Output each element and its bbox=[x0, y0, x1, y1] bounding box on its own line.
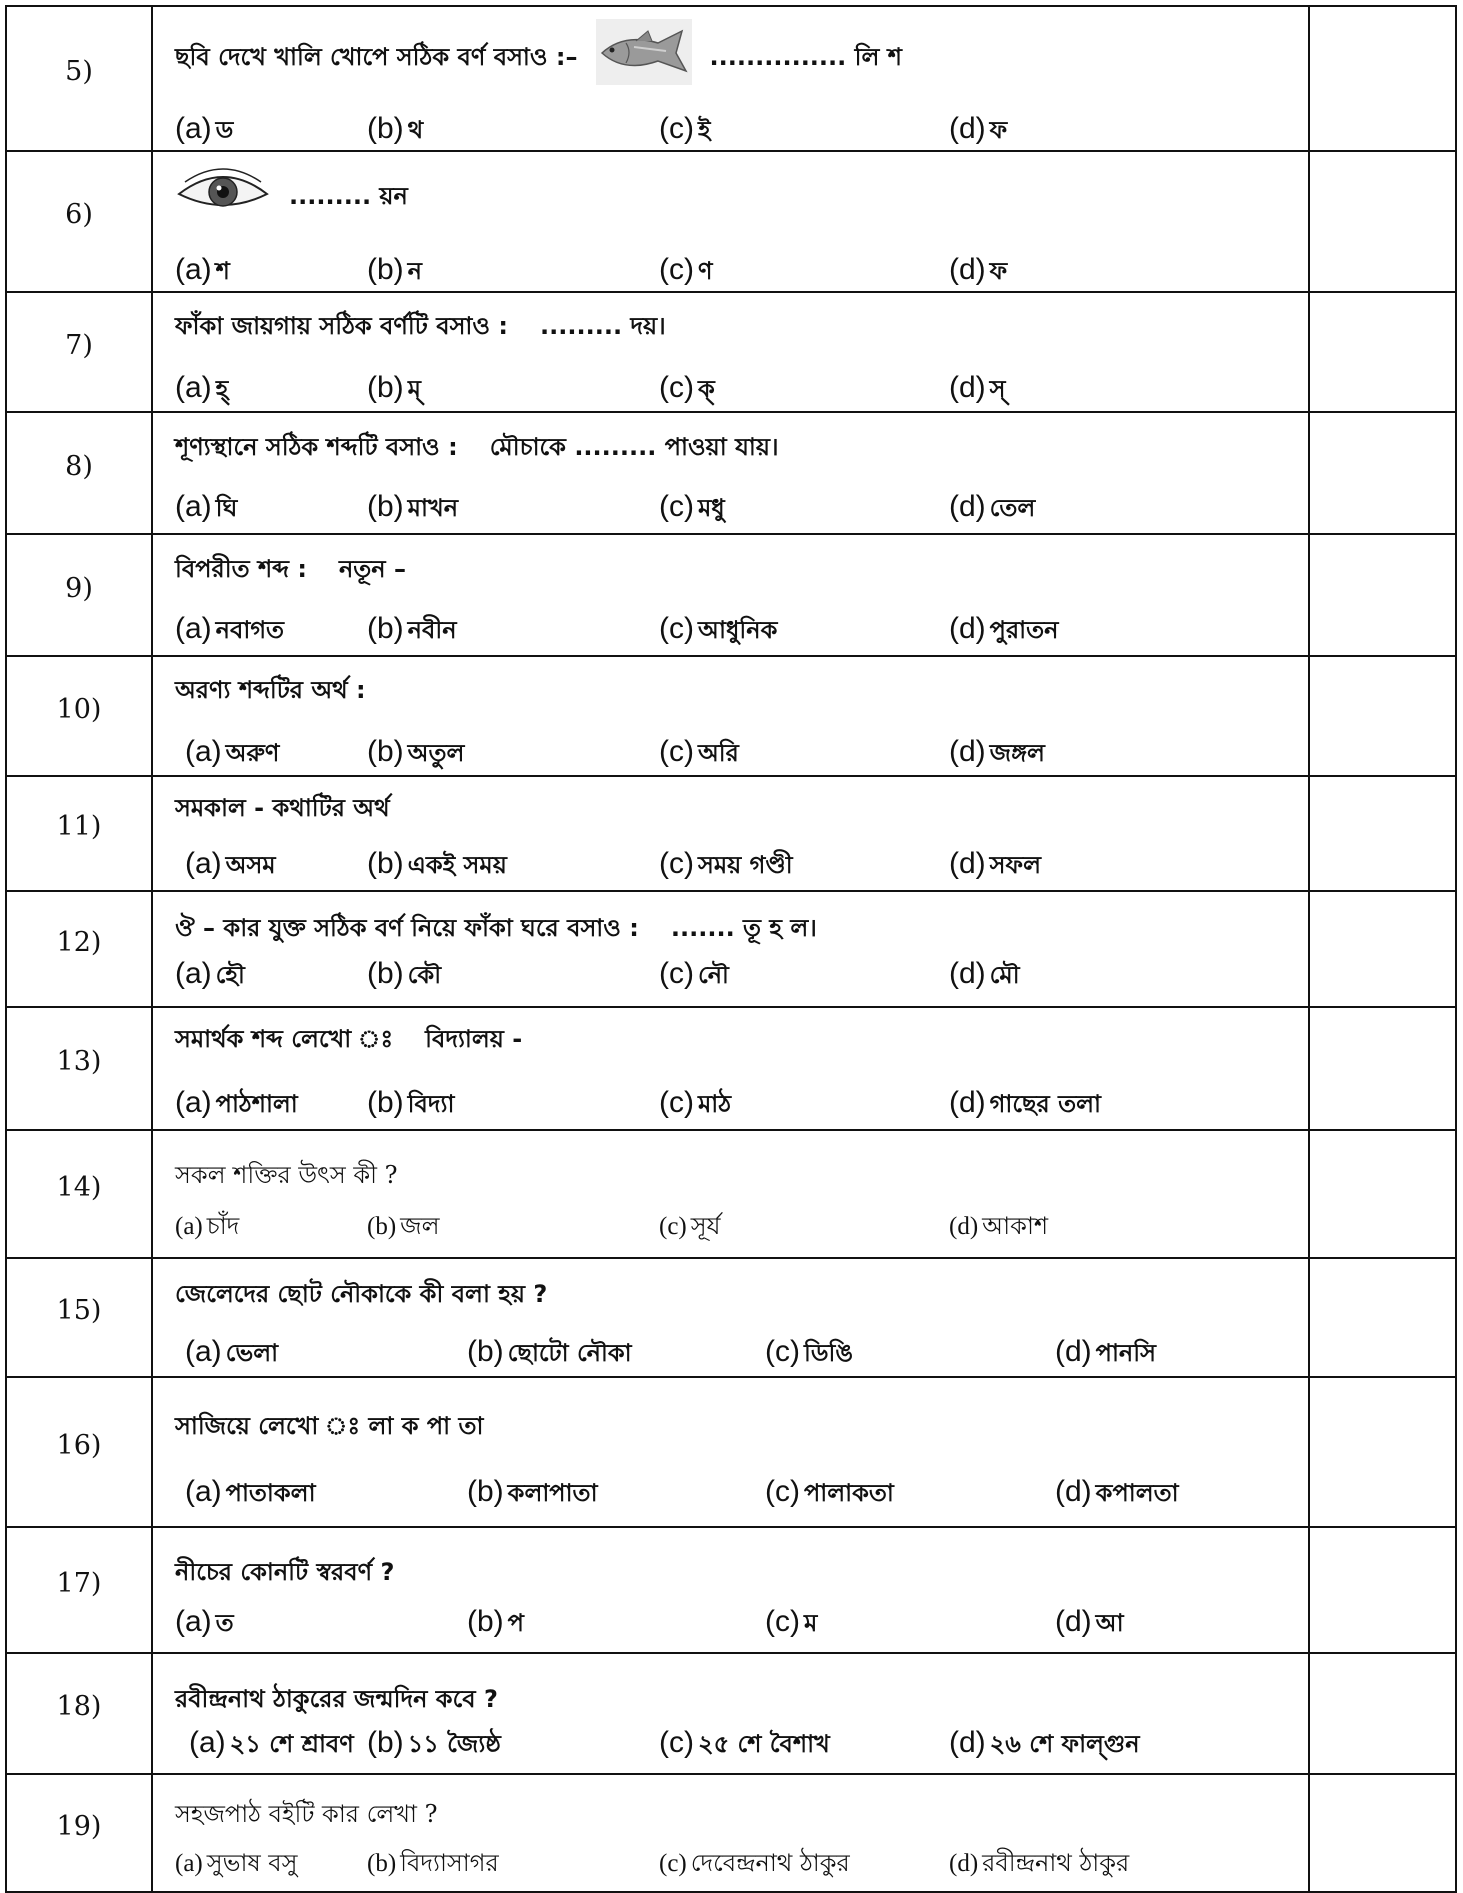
option-text: আধুনিক bbox=[697, 616, 778, 644]
option-text: কপালতা bbox=[1095, 1479, 1179, 1507]
question-row bbox=[6, 1527, 1456, 1653]
question-row bbox=[6, 151, 1456, 292]
stem-blank: ....... তূ হ ল। bbox=[670, 914, 817, 942]
question-stem bbox=[175, 1263, 1308, 1311]
option-text: ম bbox=[803, 1609, 818, 1637]
option-text: প bbox=[507, 1609, 524, 1637]
stem-text: ফাঁকা জায়গায় সঠিক বর্ণটি বসাও : bbox=[175, 312, 509, 340]
option-text: পানসি bbox=[1095, 1338, 1156, 1367]
answer-option[interactable] bbox=[949, 1086, 1101, 1126]
answer-option[interactable] bbox=[175, 612, 284, 652]
option-text: মৌ bbox=[989, 961, 1020, 989]
option-text: মাখন bbox=[407, 494, 459, 522]
option-text: অতুল bbox=[407, 739, 465, 767]
option-label: (c) bbox=[659, 1085, 694, 1119]
answer-option[interactable] bbox=[949, 957, 1020, 997]
answer-option[interactable] bbox=[949, 1208, 1048, 1248]
question-row bbox=[6, 1377, 1456, 1527]
marks-cell bbox=[1309, 151, 1456, 292]
question-body bbox=[152, 6, 1309, 151]
marks-cell bbox=[1309, 1130, 1456, 1258]
option-label: (d) bbox=[1055, 1334, 1092, 1368]
option-label: (b) bbox=[367, 1850, 397, 1877]
option-label: (d) bbox=[949, 112, 986, 145]
question-row bbox=[6, 1774, 1456, 1892]
option-text: পাঠশালা bbox=[215, 1089, 298, 1118]
answer-option[interactable] bbox=[175, 371, 228, 411]
answer-option[interactable] bbox=[367, 735, 464, 775]
answer-options bbox=[175, 733, 1308, 773]
option-text: ন bbox=[407, 257, 422, 285]
question-stem bbox=[175, 903, 1308, 945]
option-text: হৌ bbox=[215, 961, 245, 989]
stem-blank: ............... লি শ bbox=[709, 42, 902, 71]
option-label: (c) bbox=[659, 253, 694, 286]
option-text: ম্ bbox=[407, 375, 421, 403]
option-text: অসম bbox=[225, 850, 276, 879]
option-label: (d) bbox=[949, 612, 986, 645]
answer-option[interactable] bbox=[175, 490, 237, 530]
answer-option[interactable] bbox=[1055, 1605, 1124, 1645]
option-label: (b) bbox=[367, 1213, 397, 1240]
answer-option[interactable] bbox=[175, 253, 230, 293]
option-label: (b) bbox=[367, 371, 404, 404]
option-label: (a) bbox=[185, 735, 222, 768]
question-body bbox=[152, 1007, 1309, 1130]
fish-icon bbox=[596, 19, 692, 85]
question-number: 10) bbox=[6, 656, 152, 776]
question-stem bbox=[175, 1783, 1308, 1831]
option-label: (d) bbox=[949, 490, 986, 523]
option-label: (a) bbox=[175, 490, 212, 523]
answer-option[interactable] bbox=[175, 1086, 298, 1126]
option-text: ২১ শে শ্রাবণ bbox=[229, 1729, 354, 1758]
question-body bbox=[152, 776, 1309, 891]
option-label: (a) bbox=[175, 112, 212, 145]
answer-option[interactable] bbox=[949, 735, 1045, 775]
answer-option[interactable] bbox=[185, 1335, 278, 1375]
question-stem bbox=[175, 1391, 1308, 1443]
option-text: হ্ bbox=[215, 375, 229, 403]
stem-text: সাজিয়ে লেখো ঃ লা ক পা তা bbox=[175, 1412, 484, 1440]
option-label: (c) bbox=[659, 612, 694, 645]
stem-text: জেলেদের ছোট নৌকাকে কী বলা হয় ? bbox=[175, 1279, 548, 1308]
option-text: ঘি bbox=[215, 494, 238, 522]
option-text: গাছের তলা bbox=[989, 1089, 1101, 1118]
option-text: ড bbox=[215, 116, 234, 144]
answer-option[interactable] bbox=[189, 1726, 354, 1766]
option-text: আ bbox=[1095, 1609, 1124, 1637]
answer-options bbox=[175, 369, 1308, 409]
option-label: (d) bbox=[1055, 1605, 1092, 1638]
option-label: (a) bbox=[189, 1725, 226, 1759]
question-body bbox=[152, 1774, 1309, 1892]
answer-options bbox=[175, 1333, 1308, 1373]
answer-option[interactable] bbox=[367, 371, 421, 411]
answer-option[interactable] bbox=[659, 490, 725, 530]
option-label: (d) bbox=[949, 735, 986, 768]
answer-options bbox=[175, 955, 1308, 995]
option-label: (d) bbox=[949, 1085, 986, 1119]
marks-cell bbox=[1309, 891, 1456, 1007]
question-number: 16) bbox=[6, 1377, 152, 1527]
marks-cell bbox=[1309, 534, 1456, 656]
answer-options bbox=[175, 1843, 1308, 1883]
option-text: মধু bbox=[697, 494, 725, 522]
option-label: (a) bbox=[175, 371, 212, 404]
question-row bbox=[6, 534, 1456, 656]
answer-option[interactable] bbox=[949, 1726, 1140, 1766]
option-label: (b) bbox=[367, 957, 404, 990]
answer-option[interactable] bbox=[659, 612, 777, 652]
option-text: পালাকতা bbox=[803, 1479, 894, 1507]
answer-option[interactable] bbox=[949, 1845, 1129, 1885]
question-number: 14) bbox=[6, 1130, 152, 1258]
option-label: (a) bbox=[175, 612, 212, 645]
option-text: পুরাতন bbox=[989, 616, 1059, 644]
stem-text: সমকাল - কথাটির অর্থ bbox=[175, 793, 390, 822]
marks-cell bbox=[1309, 292, 1456, 412]
option-label: (d) bbox=[1055, 1475, 1092, 1508]
option-text: অরুণ bbox=[225, 739, 280, 767]
answer-options bbox=[175, 1724, 1308, 1764]
option-text: ২৫ শে বৈশাখ bbox=[697, 1729, 830, 1758]
answer-options bbox=[175, 1473, 1308, 1513]
option-text: দেবেন্দ্রনাথ ঠাকুর bbox=[690, 1849, 850, 1877]
option-text: জঙ্গল bbox=[989, 739, 1045, 767]
answer-option[interactable] bbox=[659, 1845, 850, 1885]
answer-option[interactable] bbox=[765, 1335, 853, 1375]
question-number: 19) bbox=[6, 1774, 152, 1892]
question-body bbox=[152, 1130, 1309, 1258]
answer-option[interactable] bbox=[949, 253, 1007, 293]
answer-option[interactable] bbox=[367, 847, 507, 887]
option-text: পাতাকলা bbox=[225, 1479, 316, 1507]
option-text: জল bbox=[400, 1212, 440, 1240]
question-stem bbox=[175, 1537, 1308, 1589]
question-number: 11) bbox=[6, 776, 152, 891]
question-body bbox=[152, 292, 1309, 412]
question-body bbox=[152, 656, 1309, 776]
option-label: (c) bbox=[659, 112, 694, 145]
question-row bbox=[6, 1258, 1456, 1377]
question-body bbox=[152, 412, 1309, 534]
question-number: 18) bbox=[6, 1653, 152, 1774]
option-label: (d) bbox=[949, 957, 986, 990]
option-label: (c) bbox=[765, 1475, 800, 1508]
option-text: রবীন্দ্রনাথ ঠাকুর bbox=[982, 1849, 1130, 1877]
stem-blank: ......... দয়। bbox=[540, 312, 666, 340]
question-number: 9) bbox=[6, 534, 152, 656]
question-row bbox=[6, 776, 1456, 891]
question-body bbox=[152, 891, 1309, 1007]
option-text: নবীন bbox=[407, 616, 457, 644]
option-label: (a) bbox=[185, 1475, 222, 1508]
stem-text: সহজপাঠ বইটি কার লেখা ? bbox=[175, 1800, 438, 1828]
stem-text: বিপরীত শব্দ : bbox=[175, 555, 307, 583]
eye-icon bbox=[175, 166, 271, 216]
stem-text: অরণ্য শব্দটির অর্থ : bbox=[175, 676, 366, 704]
answer-option[interactable] bbox=[765, 1605, 817, 1645]
answer-option[interactable] bbox=[367, 1845, 499, 1885]
answer-options bbox=[175, 488, 1308, 528]
answer-option[interactable] bbox=[185, 735, 279, 775]
option-text: আকাশ bbox=[982, 1212, 1049, 1240]
answer-option[interactable] bbox=[175, 1605, 234, 1645]
option-label: (c) bbox=[659, 490, 694, 523]
answer-option[interactable] bbox=[467, 1335, 632, 1375]
marks-cell bbox=[1309, 1377, 1456, 1527]
option-text: স্ bbox=[989, 375, 1006, 403]
answer-option[interactable] bbox=[949, 847, 1041, 887]
option-label: (c) bbox=[659, 957, 694, 990]
option-text: সুভাষ বসু bbox=[206, 1849, 298, 1877]
answer-options bbox=[175, 110, 1308, 150]
option-label: (c) bbox=[659, 1850, 687, 1877]
option-label: (d) bbox=[949, 371, 986, 404]
marks-cell bbox=[1309, 1774, 1456, 1892]
answer-option[interactable] bbox=[659, 371, 715, 411]
option-text: তেল bbox=[989, 494, 1036, 522]
option-label: (a) bbox=[175, 1213, 203, 1240]
option-label: (a) bbox=[175, 1085, 212, 1119]
option-label: (c) bbox=[765, 1334, 800, 1368]
option-label: (d) bbox=[949, 1850, 979, 1877]
option-label: (b) bbox=[367, 735, 404, 768]
stem-text: ছবি দেখে খালি খোপে সঠিক বর্ণ বসাও :– bbox=[175, 42, 578, 71]
option-label: (b) bbox=[367, 490, 404, 523]
option-text: মাঠ bbox=[697, 1089, 732, 1118]
question-body bbox=[152, 151, 1309, 292]
question-row bbox=[6, 6, 1456, 151]
option-label: (d) bbox=[949, 253, 986, 286]
answer-option[interactable] bbox=[659, 1208, 720, 1248]
question-row bbox=[6, 1653, 1456, 1774]
question-number: 8) bbox=[6, 412, 152, 534]
answer-option[interactable] bbox=[175, 1208, 239, 1248]
answer-option[interactable] bbox=[1055, 1475, 1179, 1515]
option-label: (b) bbox=[367, 612, 404, 645]
option-text: চাঁদ bbox=[206, 1212, 240, 1240]
answer-option[interactable] bbox=[175, 957, 245, 997]
answer-option[interactable] bbox=[367, 112, 423, 152]
stem-text: ঔ – কার যুক্ত সঠিক বর্ণ নিয়ে ফাঁকা ঘরে বসাও : bbox=[175, 914, 639, 942]
option-label: (b) bbox=[367, 1085, 404, 1119]
question-body bbox=[152, 1527, 1309, 1653]
option-label: (c) bbox=[659, 846, 694, 880]
option-label: (a) bbox=[185, 1334, 222, 1368]
answer-option[interactable] bbox=[659, 847, 793, 887]
option-label: (b) bbox=[367, 846, 404, 880]
answer-option[interactable] bbox=[467, 1475, 598, 1515]
question-row bbox=[6, 891, 1456, 1007]
option-label: (d) bbox=[949, 1725, 986, 1759]
option-label: (a) bbox=[175, 1850, 203, 1877]
option-label: (a) bbox=[175, 957, 212, 990]
marks-cell bbox=[1309, 1653, 1456, 1774]
answer-option[interactable] bbox=[367, 253, 422, 293]
option-label: (a) bbox=[185, 846, 222, 880]
question-body bbox=[152, 534, 1309, 656]
option-label: (c) bbox=[659, 1725, 694, 1759]
option-text: কৌ bbox=[407, 961, 442, 989]
marks-cell bbox=[1309, 656, 1456, 776]
stem-blank: মৌচাকে ......... পাওয়া যায়। bbox=[489, 433, 779, 461]
answer-option[interactable] bbox=[659, 735, 739, 775]
option-text: ছোটো নৌকা bbox=[507, 1338, 632, 1367]
stem-text: শূণ্যস্থানে সঠিক শব্দটি বসাও : bbox=[175, 433, 458, 461]
option-label: (b) bbox=[367, 112, 404, 145]
answer-option[interactable] bbox=[659, 957, 729, 997]
option-text: ২৬ শে ফাল্গুন bbox=[989, 1729, 1140, 1758]
answer-option[interactable] bbox=[949, 490, 1035, 530]
answer-option[interactable] bbox=[949, 612, 1058, 652]
question-number: 12) bbox=[6, 891, 152, 1007]
option-label: (b) bbox=[367, 253, 404, 286]
answer-option[interactable] bbox=[175, 112, 233, 152]
stem-text: সকল শক্তির উৎস কী ? bbox=[175, 1161, 398, 1189]
question-stem bbox=[175, 1014, 1308, 1056]
option-text: ই bbox=[697, 116, 711, 144]
option-text: ফ bbox=[989, 257, 1008, 285]
option-label: (c) bbox=[659, 1213, 687, 1240]
answer-option[interactable] bbox=[367, 1726, 501, 1766]
answer-option[interactable] bbox=[175, 1845, 298, 1885]
answer-option[interactable] bbox=[367, 957, 441, 997]
question-stem bbox=[175, 1664, 1308, 1716]
option-text: ণ bbox=[697, 257, 713, 285]
option-text: নবাগত bbox=[215, 616, 285, 644]
answer-option[interactable] bbox=[367, 1208, 440, 1248]
answer-option[interactable] bbox=[765, 1475, 894, 1515]
option-text: নৌ bbox=[697, 961, 729, 989]
question-stem bbox=[175, 418, 1308, 464]
option-text: সময় গণ্ডী bbox=[697, 850, 793, 879]
answer-option[interactable] bbox=[367, 1086, 454, 1126]
option-text: কলাপাতা bbox=[507, 1479, 598, 1507]
answer-option[interactable] bbox=[949, 112, 1007, 152]
answer-options bbox=[175, 610, 1308, 650]
option-label: (a) bbox=[175, 253, 212, 286]
questions-table bbox=[5, 5, 1457, 1893]
answer-option[interactable] bbox=[659, 112, 710, 152]
marks-cell bbox=[1309, 412, 1456, 534]
question-stem bbox=[175, 659, 1308, 707]
answer-options bbox=[175, 251, 1308, 291]
answer-option[interactable] bbox=[659, 1726, 830, 1766]
question-number: 5) bbox=[6, 6, 152, 151]
answer-option[interactable] bbox=[185, 1475, 316, 1515]
option-label: (b) bbox=[467, 1334, 504, 1368]
option-label: (d) bbox=[949, 1213, 979, 1240]
option-label: (b) bbox=[367, 1725, 404, 1759]
question-stem bbox=[175, 295, 1308, 343]
question-body bbox=[152, 1258, 1309, 1377]
option-text: ত bbox=[215, 1609, 234, 1637]
answer-option[interactable] bbox=[367, 612, 457, 652]
question-number: 15) bbox=[6, 1258, 152, 1377]
option-label: (b) bbox=[467, 1475, 504, 1508]
question-number: 13) bbox=[6, 1007, 152, 1130]
option-label: (c) bbox=[765, 1605, 800, 1638]
option-text: সফল bbox=[989, 850, 1041, 879]
stem-text: রবীন্দ্রনাথ ঠাকুরের জন্মদিন কবে ? bbox=[175, 1684, 498, 1713]
option-text: অরি bbox=[697, 739, 739, 767]
stem-text: নীচের কোনটি স্বরবর্ণ ? bbox=[175, 1558, 395, 1586]
stem-blank: ......... য়ন bbox=[289, 181, 408, 210]
marks-cell bbox=[1309, 1527, 1456, 1653]
question-body bbox=[152, 1377, 1309, 1527]
option-text: বিদ্যাসাগর bbox=[400, 1849, 499, 1877]
answer-option[interactable] bbox=[659, 253, 713, 293]
question-number: 7) bbox=[6, 292, 152, 412]
question-row bbox=[6, 1130, 1456, 1258]
option-label: (a) bbox=[175, 1605, 212, 1638]
option-text: থ bbox=[407, 116, 424, 144]
question-stem bbox=[175, 1142, 1308, 1192]
question-row bbox=[6, 292, 1456, 412]
option-text: ভেলা bbox=[225, 1338, 279, 1367]
marks-cell bbox=[1309, 1258, 1456, 1377]
stem-blank: বিদ্যালয় - bbox=[425, 1024, 523, 1053]
option-text: শ bbox=[215, 257, 230, 285]
marks-cell bbox=[1309, 776, 1456, 891]
marks-cell bbox=[1309, 6, 1456, 151]
option-label: (c) bbox=[659, 735, 694, 768]
option-label: (b) bbox=[467, 1605, 504, 1638]
stem-text: সমার্থক শব্দ লেখো ঃ bbox=[175, 1024, 394, 1053]
answer-option[interactable] bbox=[659, 1086, 731, 1126]
answer-options bbox=[175, 1084, 1308, 1124]
question-stem bbox=[175, 783, 1308, 825]
answer-option[interactable] bbox=[185, 847, 276, 887]
question-number: 17) bbox=[6, 1527, 152, 1653]
answer-option[interactable] bbox=[1055, 1335, 1156, 1375]
answer-option[interactable] bbox=[367, 490, 458, 530]
question-stem bbox=[175, 540, 1308, 586]
marks-cell bbox=[1309, 1007, 1456, 1130]
option-text: ক্ bbox=[697, 375, 715, 403]
question-body bbox=[152, 1653, 1309, 1774]
option-label: (d) bbox=[949, 846, 986, 880]
option-label: (c) bbox=[659, 371, 694, 404]
option-text: ১১ জ্যৈষ্ঠ bbox=[407, 1729, 501, 1758]
answer-options bbox=[175, 1206, 1308, 1246]
answer-option[interactable] bbox=[467, 1605, 524, 1645]
question-row bbox=[6, 412, 1456, 534]
question-row bbox=[6, 656, 1456, 776]
option-text: ডিঙি bbox=[803, 1338, 853, 1367]
option-text: একই সময় bbox=[407, 850, 507, 879]
question-stem bbox=[175, 152, 1308, 225]
question-stem bbox=[175, 7, 1308, 94]
answer-options bbox=[175, 845, 1308, 885]
option-text: ফ bbox=[989, 116, 1008, 144]
question-row bbox=[6, 1007, 1456, 1130]
option-text: বিদ্যা bbox=[407, 1089, 455, 1118]
answer-options bbox=[175, 1603, 1308, 1643]
answer-option[interactable] bbox=[949, 371, 1006, 411]
option-text: সূর্য bbox=[690, 1212, 721, 1240]
stem-blank: নতূন – bbox=[338, 555, 406, 583]
question-number: 6) bbox=[6, 151, 152, 292]
